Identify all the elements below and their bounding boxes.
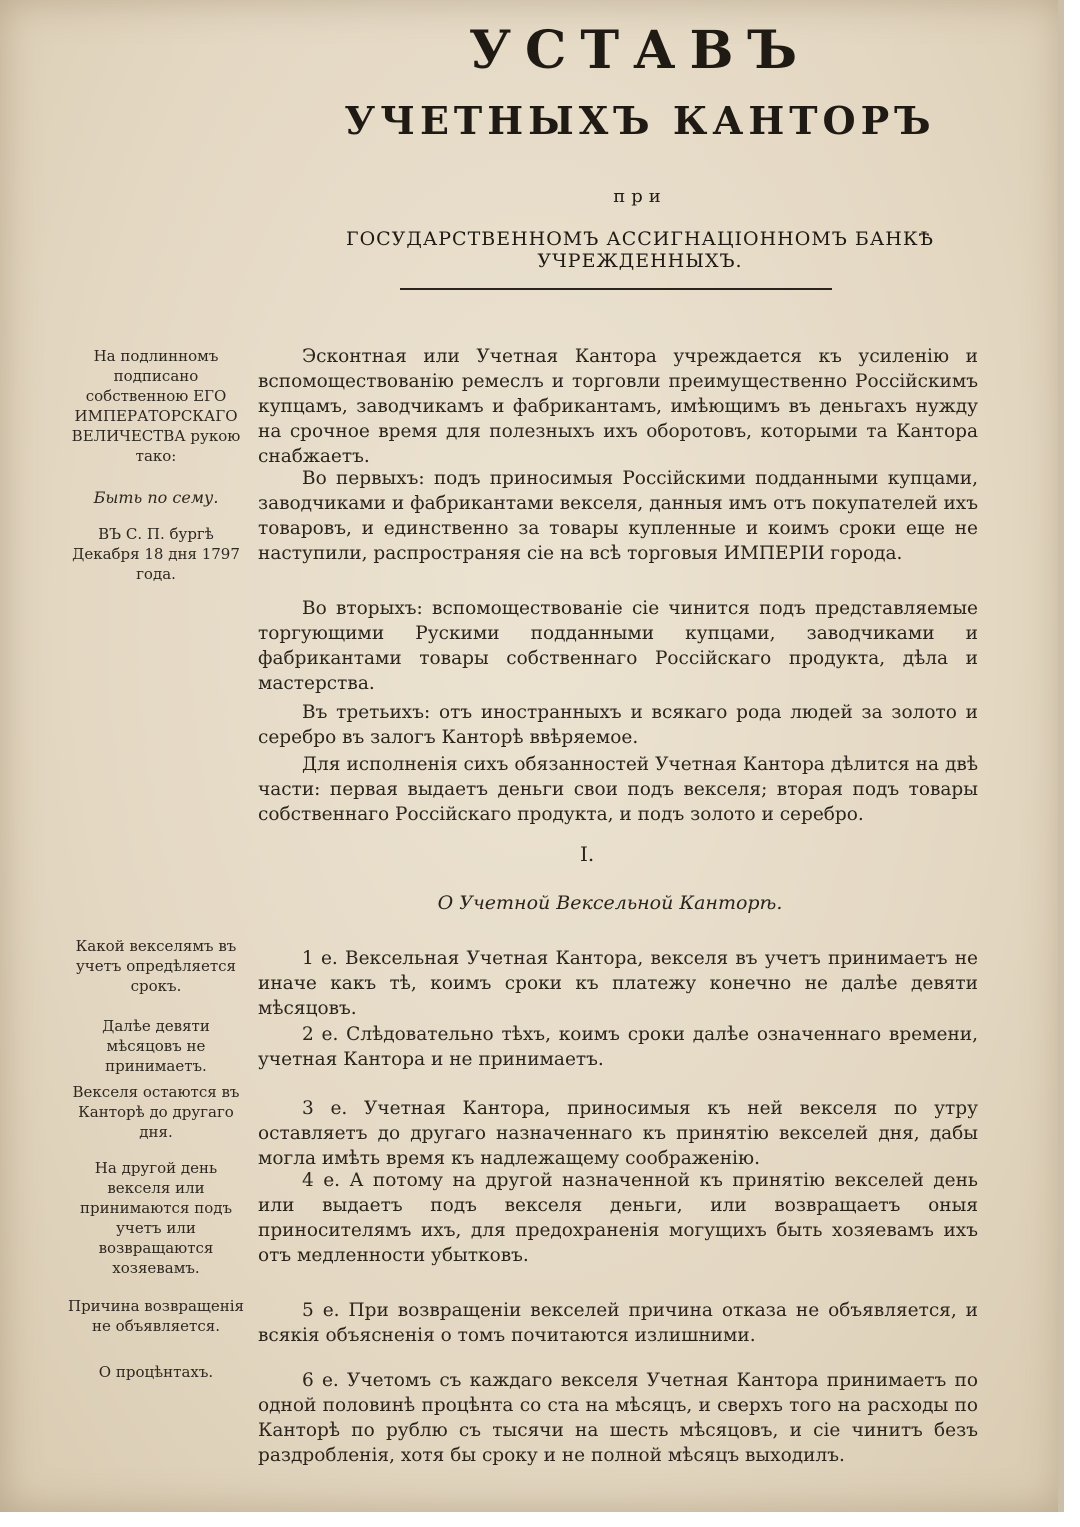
title-divider: [400, 288, 832, 290]
article-4: 4 е. А потому на другой назначенной къ принятію векселей день или выдаетъ подъ векселя деньги, или возвращаетъ оныя приносителямъ ихъ, для предохраненія могущихъ быть хозяевамъ ихъ отъ медленности убытковъ.: [258, 1170, 978, 1266]
institution-line: ГОСУДАРСТВЕННОМЪ АССИГНАЦІОННОМЪ БАНКѢ УЧРЕЖДЕННЫХЪ.: [345, 228, 935, 272]
document-subtitle: УЧЕТНЫХЪ КАНТОРЪ: [344, 98, 936, 143]
page-edge: [1058, 0, 1064, 1512]
paragraph-first: Во первыхъ: подъ приносимыя Россійскими подданными купцами, заводчиками и фабрикантами векселя, данныя имъ отъ покупателей ихъ товаровъ, и единственно за товары купленные и коимъ сроки еще не наступили, распространяя сіе на всѣ торговыя ИМПЕРІИ города.: [258, 468, 978, 564]
margin-note-reason: Причина возвращенія не объявляется.: [67, 1297, 245, 1335]
article-5: 5 е. При возвращеніи векселей причина отказа не объявляется, и всякія объясненія о томъ почитаются излишними.: [258, 1300, 978, 1346]
section-number: I.: [580, 842, 595, 866]
paragraph-division: Для исполненія сихъ обязанностей Учетная Кантора дѣлится на двѣ части: первая выдаетъ деньги свои подъ векселя; вторая подъ товары собственнаго Россійскаго продукта, и подъ золото и серебро.: [258, 754, 978, 825]
article-6: 6 е. Учетомъ съ каждаго векселя Учетная Кантора принимаетъ по одной половинѣ процѣнта со ста на мѣсяцъ, и сверхъ того на расходы по Канторѣ по рублю съ тысячи на шесть мѣсяцовъ, и сіе чинитъ безъ раздробленія, хотя бы сроку и не полной мѣсяцъ выходилъ.: [258, 1370, 978, 1466]
margin-note-signature: Быть по сему.: [93, 488, 219, 507]
paragraph-third: Въ третьихъ: отъ иностранныхъ и всякаго рода людей за золото и серебро въ залогъ Канторѣ ввѣряемое.: [258, 702, 978, 748]
article-3: 3 е. Учетная Кантора, приносимыя къ ней векселя по утру оставляетъ до другаго назначеннаго къ принятію векселей дня, дабы могла имѣть время къ надлежащему соображенію.: [258, 1098, 978, 1169]
paragraph-second: Во вторыхъ: вспомоществованіе сіе чинится подъ представляемые торгующими Рускими подданными купцами, заводчиками и фабрикантами товары собственнаго Россійскаго продукта, дѣла и мастерства.: [258, 598, 978, 694]
margin-note-approval: На подлинномъ подписано собственною ЕГО ИМПЕРАТОРСКАГО ВЕЛИЧЕСТВА рукою тако:: [71, 347, 241, 465]
margin-note-term: Какой вексeлямъ въ учетъ опредѣляется срокъ.: [75, 937, 237, 995]
margin-note-interest: О процѣнтахъ.: [98, 1363, 214, 1381]
section-title: О Учетной Вексельной Канторѣ.: [437, 892, 783, 914]
document-title: УСТАВЪ: [468, 20, 812, 81]
article-1: 1 е. Вексельная Учетная Кантора, векселя въ учетъ принимаетъ не иначе какъ тѣ, коимъ сроки къ платежу конечно не далѣе девяти мѣсяцовъ.: [258, 948, 978, 1019]
paragraph-intro: Эсконтная или Учетная Кантора учреждается къ усиленію и вспомоществованію ремеслъ и торговли преимущественно Россійскимъ купцамъ, заводчикамъ и фабрикантамъ, имѣющимъ въ деньгахъ нужду на срочное время для полезныхъ ихъ оборотовъ, которыми та Кантора снабжаетъ.: [258, 346, 978, 467]
margin-note-kept: Векселя остаются въ Канторѣ до другаго дня.: [72, 1083, 240, 1141]
title-preposition: при: [613, 186, 667, 207]
article-2: 2 е. Слѣдовательно тѣхъ, коимъ сроки далѣе означеннаго времени, учетная Кантора и не принимаетъ.: [258, 1024, 978, 1070]
margin-note-nine-months: Далѣе девяти мѣсяцовъ не принимаетъ.: [102, 1017, 210, 1075]
margin-note-next-day: На другой день векселя или принимаются подъ учетъ или возвращаются хозяевамъ.: [80, 1159, 232, 1277]
margin-note-place-date: ВЪ С. П. бургѣ Декабря 18 дня 1797 года.: [72, 525, 240, 583]
